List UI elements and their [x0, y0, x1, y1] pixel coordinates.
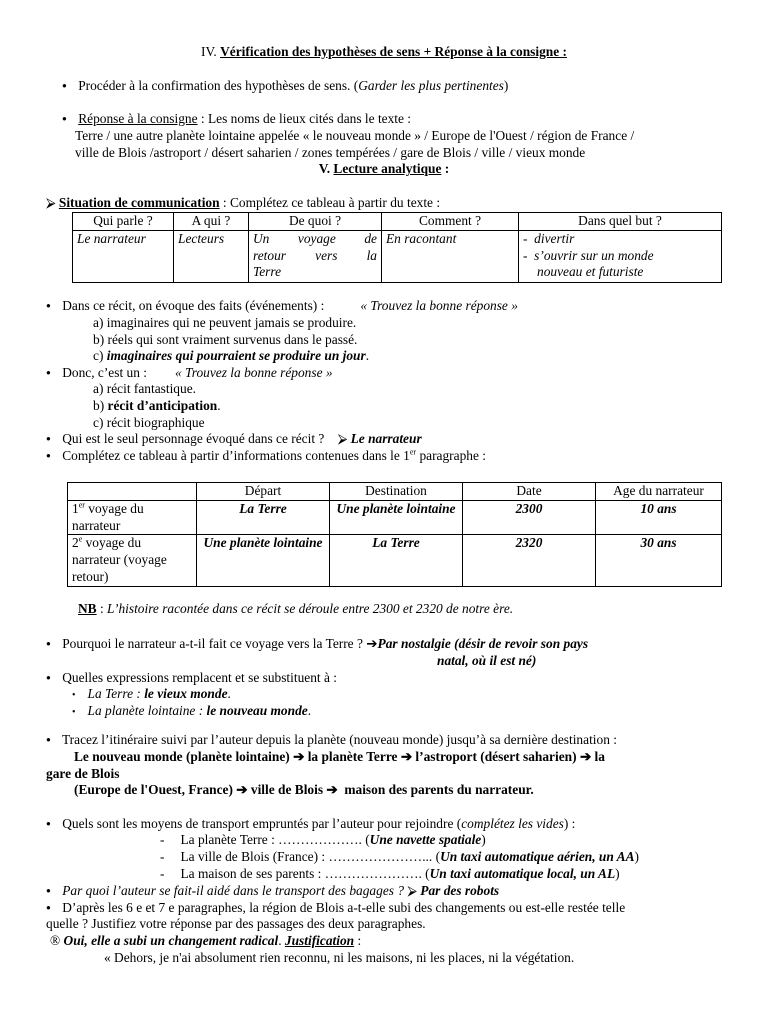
answer-pourquoi-cont: natal, où il est né): [437, 653, 537, 668]
question-bagages: ● Par quoi l’auteur se fait-il aidé dans le transport des bagages ? ⮚ Par des robots: [46, 883, 499, 902]
question-blois-cont: quelle ? Justifiez votre réponse par des passages des deux paragraphes.: [46, 916, 426, 931]
cell-qui: Le narrateur: [73, 230, 174, 282]
option-b-answer: b) récit d’anticipation.: [93, 398, 221, 413]
header-depart: Départ: [197, 483, 330, 501]
question-faits: ● Dans ce récit, on évoque des faits (événements) : « Trouvez la bonne réponse »: [46, 298, 518, 317]
question-pourquoi: ● Pourquoi le narrateur a-t-il fait ce voyage vers la Terre ? ➔Par nostalgie (désir de revoir son pays: [46, 636, 588, 655]
header-empty: [68, 483, 197, 501]
places-line-1: Terre / une autre planète lointaine appelée « le nouveau monde » / Europe de l'Ouest / région de France /: [75, 128, 635, 143]
row1-date: 2300: [463, 500, 596, 535]
answer-blois: ® Oui, elle a subi un changement radical. Justification :: [50, 933, 362, 948]
option-b: b) réels qui sont vraiment survenus dans le passé.: [93, 332, 358, 347]
question-transport: ● Quels sont les moyens de transport empruntés par l’auteur pour rejoindre (complétez les vides) :: [46, 816, 575, 835]
communication-table: [72, 212, 722, 283]
row2-depart: Une planète lointaine: [197, 535, 330, 586]
quote-blois: « Dehors, je n'ai absolument rien reconnu, ni les maisons, ni les places, ni la végétation.: [104, 950, 575, 965]
option-c: c) récit biographique: [93, 415, 205, 430]
question-itineraire: ● Tracez l’itinéraire suivi par l’auteur depuis la planète (nouveau monde) jusqu’à sa dernière destination :: [46, 732, 617, 751]
arrowhead-icon: ⮚: [46, 195, 56, 210]
arrowhead-icon: ⮚: [337, 431, 348, 446]
expression-item-planete: • La planète lointaine : le nouveau monde.: [72, 703, 312, 718]
places-line-2: ville de Blois /astroport / désert saharien / zones tempérées / gare de Blois / ville / vieux monde: [75, 145, 586, 160]
row1-age: 10 ans: [596, 500, 722, 535]
communication-heading: ⮚ Situation de communication : Complétez ce tableau à partir du texte :: [46, 195, 441, 210]
row1-depart: La Terre: [197, 500, 330, 535]
section-4-heading: IV. Vérification des hypothèses de sens + Réponse à la consigne :: [201, 44, 567, 59]
row1-label: 1er voyage du narrateur: [68, 500, 197, 535]
arrow-right-icon: ➔: [366, 636, 378, 651]
cell-but: - divertir - s’ouvrir sur un monde nouveau et futuriste: [519, 230, 722, 282]
cell-comment: En racontant: [382, 230, 519, 282]
header-comment: Comment ?: [382, 213, 519, 231]
itinerary-line-1: Le nouveau monde (planète lointaine) ➔ la planète Terre ➔ l’astroport (désert saharien) ➔ la: [74, 749, 605, 764]
row2-label: 2e voyage du narrateur (voyage retour): [68, 535, 197, 586]
transport-item-maison: - La maison de ses parents : …………………. (Un taxi automatique local, un AL): [160, 866, 620, 881]
option-c-answer: c) imaginaires qui pourraient se produire un jour.: [93, 348, 370, 363]
option-a: a) imaginaires qui ne peuvent jamais se produire.: [93, 315, 357, 330]
arrow-right-icon: ➔: [236, 782, 248, 797]
question-blois: ● D’après les 6 e et 7 e paragraphes, la région de Blois a-t-elle subi des changements ou est-elle restée telle: [46, 900, 625, 919]
arrow-right-icon: ➔: [400, 749, 413, 764]
question-tableau: ● Complétez ce tableau à partir d’informations contenues dans le 1er paragraphe :: [46, 448, 486, 467]
itinerary-line-3: (Europe de l'Ouest, France) ➔ ville de Blois ➔ maison des parents du narrateur.: [74, 782, 534, 797]
question-expressions: ● Quelles expressions remplacent et se substituent à :: [46, 670, 337, 689]
option-a: a) récit fantastique.: [93, 381, 196, 396]
question-personnage: ● Qui est le seul personnage évoqué dans ce récit ? ⮚ Le narrateur: [46, 431, 422, 450]
header-destination: Destination: [330, 483, 463, 501]
expression-item-terre: • La Terre : le vieux monde.: [72, 686, 231, 701]
row2-age: 30 ans: [596, 535, 722, 586]
transport-item-terre: - La planète Terre : ………………. (Une navette spatiale): [160, 832, 486, 847]
arrow-right-icon: ➔: [293, 749, 305, 764]
transport-item-blois: - La ville de Blois (France) : …………………... (Un taxi automatique aérien, un AA): [160, 849, 639, 864]
row2-date: 2320: [463, 535, 596, 586]
cell-aqui: Lecteurs: [174, 230, 249, 282]
nb-note: NB : L’histoire racontée dans ce récit se déroule entre 2300 et 2320 de notre ère.: [78, 601, 514, 616]
voyage-table: [67, 482, 722, 587]
cell-dequoi: Un voyage de retour vers la Terre: [249, 230, 382, 282]
header-age: Age du narrateur: [596, 483, 722, 501]
header-date: Date: [463, 483, 596, 501]
question-genre: ● Donc, c’est un : « Trouvez la bonne réponse »: [46, 365, 333, 384]
itinerary-line-2: gare de Blois: [46, 766, 120, 781]
row1-destination: Une planète lointaine: [330, 500, 463, 535]
arrow-right-icon: ➔: [326, 782, 338, 797]
section-5-heading: V. Lecture analytique :: [318, 161, 450, 176]
header-but: Dans quel but ?: [519, 213, 722, 231]
header-qui: Qui parle ?: [73, 213, 174, 231]
row2-destination: La Terre: [330, 535, 463, 586]
consigne-line: ● Réponse à la consigne : Les noms de lieux cités dans le texte :: [62, 111, 411, 130]
header-dequoi: De quoi ?: [249, 213, 382, 231]
arrowhead-icon: ⮚: [407, 883, 417, 898]
confirm-hypotheses-line: ● Procéder à la confirmation des hypothèses de sens. (Garder les plus pertinentes): [62, 78, 508, 97]
header-aqui: A qui ?: [174, 213, 249, 231]
arrow-right-icon: ➔: [579, 749, 592, 764]
